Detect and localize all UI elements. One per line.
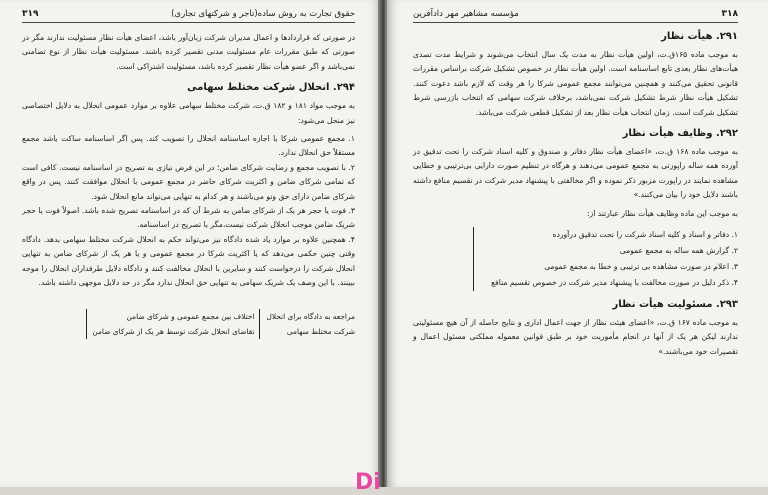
page-number: ۳۱۹ bbox=[22, 9, 39, 19]
watermark: Di bbox=[355, 470, 381, 495]
list-item: ۴. ذکر دلیل در صورت مخالفت با پیشنهاد مدیر شرکت در خصوص تقسیم منافع bbox=[491, 278, 738, 288]
page-header bbox=[22, 9, 355, 23]
section-paragraph: به موجب ماده ۱۶۵ق.ت، اولین هیأت نظار به مدت یک سال انتخاب می‌شوند و شرایط مدت تصدی هیأت‌های نظار بعدی تابع اساسنامه است. اولین هیأت نظار در خصوص تشکیل شرکت براساس مقررات قانونی تحقیق می‌کنند و همچنین می‌توانند مجمع عمومی شرکا را هر وقت که لازم باشد دعوت کنند. تشکیل هیأت نظار شرط تشکیل شرکت نمی‌باشد، برخلاف شرکت سهامی که انتخاب بازرسی شرط تشکیل شرکت است. زمان انتخاب هیأت نظار بعد از تشکیل قطعی شرکت می‌باشد. bbox=[413, 50, 738, 117]
section-heading: ۲۹۱. هیأت نظار bbox=[661, 31, 738, 42]
reference-options bbox=[86, 309, 260, 339]
section-heading: ۲۹۲. وظایف هیأت نظار bbox=[622, 128, 738, 140]
reference-diagram bbox=[22, 309, 355, 339]
reference-option: اختلاف بین مجمع عمومی و شرکای ضامن bbox=[126, 311, 255, 321]
left-page bbox=[0, 0, 381, 487]
page-number: ۳۱۸ bbox=[721, 9, 738, 19]
duties-lead: به موجب این ماده وظایف هیأت نظار عبارتند از: bbox=[587, 208, 738, 218]
section-intro: به موجب مواد ۱۸۱ و ۱۸۲ ق.ت، شرکت مختلط سهامی علاوه بر موارد عمومی انحلال به دلایل اختصاصی نیز منحل می‌شود: bbox=[22, 101, 355, 125]
section-heading: ۲۹۳. مسئولیت هیأت نظار bbox=[612, 299, 738, 311]
intro-paragraph: در صورتی که قراردادها و اعمال مدیران شرکت زیان‌آور باشد، اعضای هیأت نظار مسئولیت ندارند مگر در صورتی که طبق مقررات عام مسئولیت مدنی تقصیر کرده باشند. مسئولیت هیأت نظار از نوع تضامنی نمی‌باشد و اگر عضو هیأت نظار تقصیر کرده باشد، مسئولیت اشتراکی است. bbox=[22, 33, 355, 71]
list-item: ۲. با تصویب مجمع و رضایت شرکای ضامن؛ در این فرض نیازی به تصریح در اساسنامه نیست. کافی است که تمامی شرکای ضامن و اکثریت شرکای حاضر در مجمع عمومی با انحلال موافقت کنند. پس در واقع شرکای ضامن دارای حق وتو می‌باشند و هر کدام به تنهایی می‌تواند مانع انحلال شود. bbox=[22, 162, 355, 201]
list-item: ۴. همچنین علاوه بر موارد یاد شده دادگاه نیز می‌تواند حکم به انحلال شرکت مختلط سهامی بدهد. دادگاه وقتی چنین حکمی می‌دهد که یا اکثریت شرکا در مجمع عمومی و یا هر یک از شرکای ضامن به تنهایی انحلال شرکت را درخواست کنند و سایرین با انحلال مخالفت کنند و دادگاه دلایل طرفداران انحلال را موجه ببینند. با این وصف یک شریک سهامی به تنهایی حق انحلال ندارد مگر در حد دلایل موجهی داشته باشد. bbox=[22, 234, 355, 288]
list-item: ۳. فوت یا حجر هر یک از شرکای ضامن به شرط آن که در اساسنامه تصریح شده باشد. اصولاً فوت یا حجر شریک ضامن موجب انحلال شرکت نیست،مگر با تصریح در اساسنامه. bbox=[22, 206, 355, 230]
section-heading: ۲۹۴. انحلال شرکت مختلط سهامی bbox=[187, 82, 355, 94]
list-item: ۳. اعلام در صورت مشاهده بی ترتیبی و خطا به مجمع عمومی bbox=[544, 262, 738, 272]
list-item: ۱. دفاتر و اسناد و کلیه اسناد شرکت را تحت تدقیق درآورده bbox=[552, 230, 738, 240]
running-title: حقوق تجارت به روش ساده(تاجر و شرکتهای تجاری) bbox=[171, 9, 355, 19]
section-paragraph: به موجب ماده ۱۶۷ ق.ت، «اعضای هیئت نظار از جهت اعمال اداری و نتایج حاصله از آن هیچ مسئولیتی ندارند لیکن هر یک از آنها در انجام مأموریت خود بر طبق قوانین معموله مملکتی مسئول اعمال و تقصیرات خود می‌باشند.» bbox=[413, 318, 739, 356]
reference-label: مراجعه به دادگاه برای انحلال bbox=[266, 311, 355, 321]
list-item: ۱. مجمع عمومی شرکا با اجازه اساسنامه انحلال را تصویب کند. پس اگر اساسنامه ساکت باشد مجمع مستقلاً حق انحلال ندارد. bbox=[22, 134, 355, 158]
reference-label-column bbox=[266, 309, 355, 339]
right-page bbox=[387, 0, 768, 487]
duties-list bbox=[473, 227, 738, 291]
section-paragraph: به موجب ماده ۱۶۸ ق.ت، «اعضای هیأت نظار دفاتر و صندوق و کلیه اسناد شرکت را تحت تدقیق در آورده همه ساله راپورتی به مجمع عمومی می‌دهند و هرگاه در تنظیم صورت دارایی بی‌ترتیبی و خطایی مشاهده نمایند در راپورت مزبور ذکر نموده و اگر مخالفتی با پیشنهاد مدیر شرکت در تقسیم منافع داشته باشند دلایل خود را بیان می‌کنند.» bbox=[413, 147, 738, 200]
list-item: ۲. گزارش همه ساله به مجمع عمومی bbox=[619, 246, 738, 256]
page-header bbox=[413, 9, 738, 23]
reference-option: تقاضای انحلال شرکت توسط هر یک از شرکای ضامن bbox=[92, 326, 255, 336]
running-title: مؤسسه مشاهیر مهر دادآفرین bbox=[413, 9, 519, 19]
reference-company-type: شرکت مختلط سهامی bbox=[286, 326, 355, 336]
